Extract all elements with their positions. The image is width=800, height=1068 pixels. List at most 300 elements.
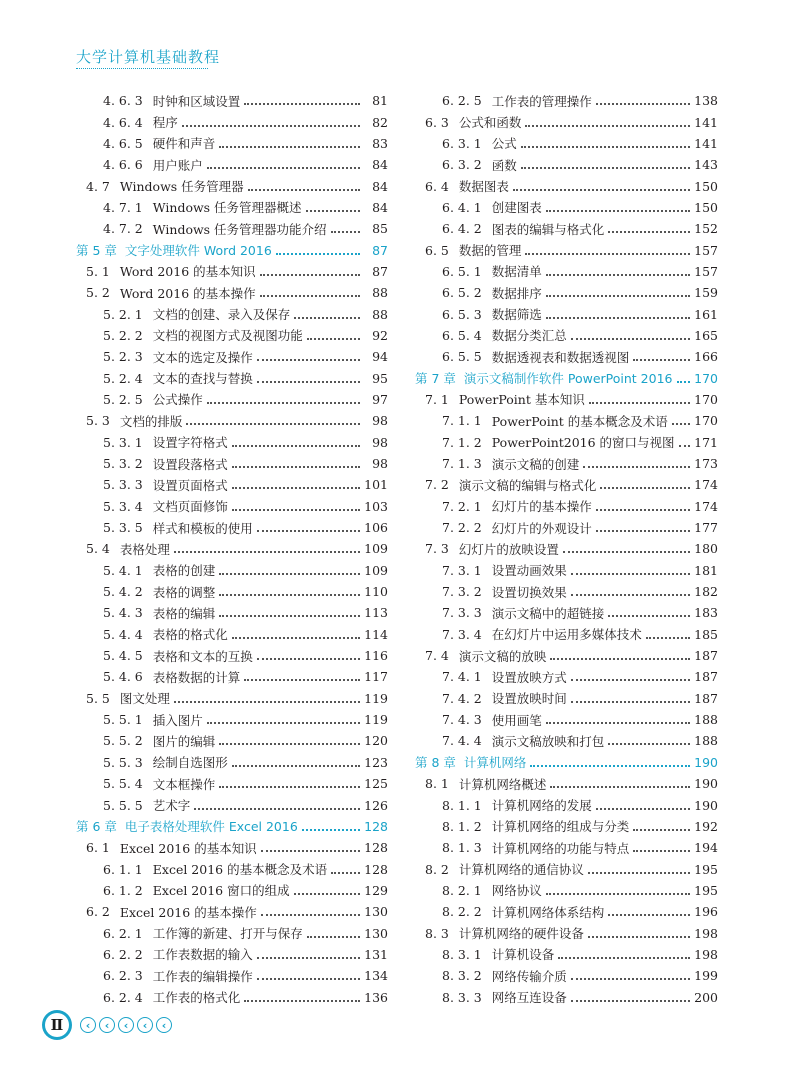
toc-entry-page: 190 [694,754,718,770]
toc-entry-number: 5. 2 [86,285,110,301]
toc-entry[interactable] [76,730,388,751]
chevron-left-icon: ‹ [80,1017,96,1033]
toc-entry-page: 192 [694,818,718,834]
dot-leader [207,401,360,404]
toc-chapter-entry[interactable] [76,816,388,837]
toc-entry[interactable] [76,367,388,388]
toc-entry-number: 4. 6. 4 [103,114,143,130]
dot-leader [588,935,690,938]
toc-entry[interactable] [415,602,718,623]
toc-entry-title: 图片的编辑 [152,733,216,749]
toc-entry[interactable] [415,709,718,730]
toc-entry-page: 116 [364,648,388,664]
toc-entry-title: 公式 [491,136,517,152]
dot-leader [302,828,360,831]
toc-entry-title: 演示文稿制作软件 PowerPoint 2016 [463,371,673,387]
dot-leader [546,294,690,297]
toc-entry[interactable] [76,560,388,581]
toc-entry-number: 第 6 章 [76,819,117,835]
toc-entry-page: 110 [364,584,388,600]
toc-entry-number: 5. 2. 4 [103,370,143,386]
toc-entry[interactable] [415,175,718,196]
toc-entry[interactable] [76,837,388,858]
toc-entry-page: 187 [694,648,718,664]
toc-entry-page: 128 [364,840,388,856]
toc-entry-title: Excel 2016 的基本概念及术语 [152,862,328,878]
toc-entry[interactable] [76,303,388,324]
toc-entry[interactable] [415,474,718,495]
dot-leader [608,742,690,745]
toc-entry-number: 5. 1 [86,263,110,279]
dot-leader [608,913,690,916]
toc-entry-page: 98 [372,413,388,429]
toc-entry[interactable] [415,517,718,538]
toc-entry-number: 7. 1. 3 [442,456,482,472]
dot-leader [276,252,360,255]
toc-entry-number: 7. 2. 2 [442,520,482,536]
toc-entry-page: 195 [694,882,718,898]
dot-leader [589,401,690,404]
toc-entry-number: 6. 5. 5 [442,349,482,365]
toc-entry[interactable] [415,645,718,666]
dot-leader [521,145,690,148]
toc-entry[interactable] [415,880,718,901]
dot-leader [307,337,360,340]
toc-entry-title: Windows 任务管理器概述 [152,200,302,216]
toc-entry-title: 数据透视表和数据透视图 [491,349,630,365]
dot-leader [608,614,690,617]
toc-entry-page: 119 [364,690,388,706]
toc-entry[interactable] [415,453,718,474]
toc-entry-page: 85 [372,221,388,237]
toc-entry-title: 用户账户 [152,157,203,173]
toc-entry-page: 119 [364,712,388,728]
toc-entry[interactable] [76,538,388,559]
toc-entry-number: 5. 5. 1 [103,712,143,728]
toc-entry-page: 95 [372,370,388,386]
toc-entry-page: 181 [694,562,718,578]
toc-entry-page: 196 [694,904,718,920]
toc-entry[interactable] [76,410,388,431]
toc-entry[interactable] [76,752,388,773]
toc-entry-number: 6. 2. 3 [103,968,143,984]
dot-leader [600,486,690,489]
toc-entry-title: 计算机网络概述 [458,776,547,792]
toc-entry[interactable] [76,218,388,239]
toc-entry[interactable] [76,944,388,965]
toc-entry[interactable] [415,922,718,943]
toc-entry-title: 幻灯片的基本操作 [491,499,592,515]
toc-entry-number: 8. 1. 3 [442,840,482,856]
toc-entry-title: 表格的调整 [152,584,216,600]
dot-leader [608,230,690,233]
dot-leader [307,935,360,938]
toc-entry-title: 文本的选定及操作 [152,349,253,365]
toc-entry[interactable] [415,325,718,346]
dot-leader [174,550,360,553]
toc-entry[interactable] [415,624,718,645]
toc-entry[interactable] [415,837,718,858]
toc-entry[interactable] [415,986,718,1007]
toc-entry-title: 表格的格式化 [152,627,228,643]
toc-entry-number: 5. 3 [86,413,110,429]
toc-entry-number: 6. 3. 1 [442,135,482,151]
dot-leader [219,572,360,575]
toc-entry-page: 109 [364,541,388,557]
toc-entry-page: 185 [694,626,718,642]
toc-entry[interactable] [415,538,718,559]
toc-entry-title: 文本框操作 [152,776,216,792]
dot-leader [633,358,690,361]
toc-entry-number: 8. 3 [425,925,449,941]
toc-entry[interactable] [415,581,718,602]
toc-entry-title: 计算机网络的硬件设备 [458,926,584,942]
dot-leader [633,849,690,852]
toc-entry-page: 129 [364,882,388,898]
toc-entry[interactable] [76,624,388,645]
toc-entry-title: 工作表数据的输入 [152,947,253,963]
toc-entry[interactable] [76,496,388,517]
toc-entry-number: 6. 1 [86,840,110,856]
toc-entry[interactable] [76,645,388,666]
toc-entry[interactable] [76,453,388,474]
toc-entry-title: 文档的排版 [119,413,183,429]
toc-entry-number: 6. 3. 2 [442,157,482,173]
book-title: 大学计算机基础教程 [76,48,221,66]
toc-entry[interactable] [76,282,388,303]
toc-entry[interactable] [76,922,388,943]
toc-entry-number: 4. 7. 2 [103,221,143,237]
toc-entry-number: 6. 2. 2 [103,946,143,962]
toc-entry[interactable] [76,965,388,986]
toc-entry[interactable] [76,602,388,623]
toc-entry[interactable] [415,410,718,431]
toc-entry[interactable] [76,389,388,410]
toc-entry-title: 程序 [152,115,178,131]
dot-leader [571,999,690,1002]
toc-entry-number: 6. 5. 3 [442,306,482,322]
toc-chapter-entry[interactable] [76,239,388,260]
toc-entry-title: PowerPoint 基本知识 [458,392,585,408]
toc-entry-title: 网络传输介质 [491,968,567,984]
dot-leader [257,358,360,361]
toc-entry[interactable] [415,560,718,581]
dot-leader [207,721,360,724]
toc-entry-number: 8. 3. 3 [442,989,482,1005]
toc-entry-title: Windows 任务管理器功能介绍 [152,221,327,237]
dot-leader [207,166,360,169]
toc-entry[interactable] [415,944,718,965]
dot-leader [550,657,690,660]
toc-chapter-entry[interactable] [415,752,718,773]
toc-entry-number: 8. 3. 2 [442,968,482,984]
toc-entry-number: 5. 4. 3 [103,605,143,621]
toc-entry-page: 165 [694,327,718,343]
toc-entry-title: Excel 2016 窗口的组成 [152,883,290,899]
toc-right-column [415,90,718,1008]
toc-entry[interactable] [76,901,388,922]
toc-entry-number: 6. 4. 1 [442,199,482,215]
toc-entry-title: 幻灯片的放映设置 [458,541,559,557]
toc-entry[interactable] [76,688,388,709]
toc-entry-page: 130 [364,904,388,920]
toc-entry[interactable] [415,389,718,410]
dot-leader [571,678,690,681]
toc-entry-page: 174 [694,498,718,514]
dot-leader [546,721,690,724]
toc-entry[interactable] [76,581,388,602]
toc-entry-page: 170 [694,370,718,386]
toc-entry[interactable] [415,816,718,837]
toc-entry-page: 113 [364,605,388,621]
toc-entry[interactable] [415,773,718,794]
dot-leader [219,614,360,617]
toc-entry-number: 7. 2 [425,477,449,493]
toc-entry-title: Word 2016 的基本知识 [119,264,256,280]
toc-entry[interactable] [76,858,388,879]
toc-entry-page: 143 [694,157,718,173]
toc-entry[interactable] [415,666,718,687]
page-number-badge [42,1010,72,1040]
toc-entry[interactable] [415,688,718,709]
toc-entry-title: 图表的编辑与格式化 [491,221,605,237]
toc-entry[interactable] [415,239,718,260]
toc-entry-title: 计算机网络的组成与分类 [491,819,630,835]
toc-entry-title: 公式和函数 [458,115,522,131]
toc-entry-number: 7. 1 [425,391,449,407]
toc-entry-number: 5. 3. 4 [103,498,143,514]
dot-leader [261,913,360,916]
toc-entry[interactable] [415,154,718,175]
dot-leader [219,785,360,788]
toc-entry-number: 8. 1. 1 [442,797,482,813]
toc-entry[interactable] [76,880,388,901]
dot-leader [571,593,690,596]
toc-entry-page: 182 [694,584,718,600]
dot-leader [232,486,360,489]
toc-entry-title: 数据排序 [491,285,542,301]
toc-entry-page: 188 [694,712,718,728]
toc-entry-number: 4. 6. 6 [103,157,143,173]
toc-entry-page: 190 [694,797,718,813]
toc-entry-page: 150 [694,199,718,215]
toc-entry-title: 幻灯片的外观设计 [491,520,592,536]
dot-leader [244,678,360,681]
dot-leader [596,807,690,810]
toc-entry-title: 设置页面格式 [152,477,228,493]
toc-entry-number: 6. 2. 4 [103,989,143,1005]
dot-leader [331,871,360,874]
toc-entry-title: 设置放映方式 [491,669,567,685]
toc-entry-title: 图文处理 [119,691,170,707]
dot-leader [596,529,690,532]
toc-entry[interactable] [415,858,718,879]
toc-entry[interactable] [415,282,718,303]
toc-entry-page: 141 [694,114,718,130]
toc-entry-page: 87 [372,242,388,258]
toc-entry-page: 88 [372,285,388,301]
dot-leader [513,188,690,191]
toc-entry-title: 公式操作 [152,392,203,408]
toc-entry[interactable] [415,111,718,132]
toc-entry[interactable] [415,90,718,111]
toc-entry-number: 7. 3. 1 [442,562,482,578]
toc-entry-title: 计算机网络体系结构 [491,904,605,920]
toc-entry[interactable] [76,986,388,1007]
toc-entry-page: 130 [364,925,388,941]
dot-leader [219,145,360,148]
toc-entry-page: 180 [694,541,718,557]
dot-leader [596,508,690,511]
toc-entry-title: 网络协议 [491,883,542,899]
toc-entry-page: 94 [372,349,388,365]
toc-entry-number: 6. 4. 2 [442,221,482,237]
toc-entry-title: 计算机网络的发展 [491,798,592,814]
toc-entry[interactable] [415,794,718,815]
toc-entry-page: 84 [372,178,388,194]
dot-leader [550,785,690,788]
toc-entry-title: 设置切换效果 [491,584,567,600]
toc-entry-page: 190 [694,776,718,792]
toc-entry-page: 98 [372,434,388,450]
toc-entry-number: 5. 5. 5 [103,797,143,813]
toc-entry-number: 5. 5. 4 [103,776,143,792]
chevron-left-icon: ‹ [118,1017,134,1033]
dot-leader [530,764,690,767]
dot-leader [232,636,360,639]
toc-entry-page: 161 [694,306,718,322]
dot-leader [232,465,360,468]
dot-leader [186,422,360,425]
dot-leader [525,124,690,127]
toc-entry-page: 101 [364,477,388,493]
dot-leader [244,102,360,105]
toc-entry-page: 200 [694,989,718,1005]
toc-entry-number: 8. 2 [425,861,449,877]
toc-entry-title: 演示文稿的编辑与格式化 [458,477,597,493]
toc-entry-title: PowerPoint2016 的窗口与视图 [491,435,675,451]
toc-entry[interactable] [76,197,388,218]
dot-leader [571,337,690,340]
toc-entry[interactable] [76,517,388,538]
toc-entry-page: 131 [364,946,388,962]
toc-entry-page: 109 [364,562,388,578]
dot-leader [679,444,690,447]
toc-entry-page: 198 [694,946,718,962]
dot-leader [571,977,690,980]
toc-entry[interactable] [415,965,718,986]
toc-entry-number: 5. 5 [86,690,110,706]
dot-leader [596,102,690,105]
toc-entry-title: 在幻灯片中运用多媒体技术 [491,627,642,643]
toc-entry-title: 时钟和区域设置 [152,93,241,109]
toc-entry[interactable] [76,709,388,730]
toc-entry[interactable] [76,111,388,132]
page-number: Ⅱ [45,1013,69,1037]
toc-entry-title: 表格和文本的互换 [152,648,253,664]
toc-entry[interactable] [415,496,718,517]
toc-entry[interactable] [76,346,388,367]
toc-entry[interactable] [415,346,718,367]
toc-entry[interactable] [76,261,388,282]
dot-leader [244,999,360,1002]
toc-entry-title: 数据清单 [491,264,542,280]
toc-entry-title: 表格数据的计算 [152,669,241,685]
toc-entry-title: 计算机网络 [463,755,527,771]
toc-entry-number: 7. 1. 2 [442,434,482,450]
toc-entry[interactable] [415,303,718,324]
dot-leader [294,892,360,895]
toc-chapter-entry[interactable] [415,367,718,388]
toc-entry[interactable] [76,794,388,815]
toc-entry-title: 插入图片 [152,712,203,728]
toc-entry[interactable] [415,197,718,218]
toc-entry-number: 8. 2. 2 [442,904,482,920]
toc-entry-number: 5. 3. 1 [103,434,143,450]
chevron-left-icon: ‹ [156,1017,172,1033]
toc-entry[interactable] [76,773,388,794]
toc-entry[interactable] [415,133,718,154]
toc-entry-title: 表格的创建 [152,563,216,579]
toc-entry[interactable] [76,474,388,495]
toc-entry[interactable] [76,666,388,687]
toc-entry-number: 6. 2. 1 [103,925,143,941]
dot-leader [558,956,690,959]
toc-entry-number: 5. 4. 4 [103,626,143,642]
toc-entry-number: 6. 5. 4 [442,327,482,343]
toc-entry-title: 电子表格处理软件 Excel 2016 [124,819,298,835]
toc-entry-title: 文本的查找与替换 [152,371,253,387]
toc-entry-number: 6. 4 [425,178,449,194]
dot-leader [219,742,360,745]
toc-entry-title: 设置放映时间 [491,691,567,707]
toc-entry[interactable] [76,154,388,175]
toc-entry[interactable] [415,261,718,282]
toc-entry-title: 计算机网络的通信协议 [458,862,584,878]
toc-entry-title: 文档页面修饰 [152,499,228,515]
toc-entry[interactable] [76,133,388,154]
toc-entry-number: 5. 4. 6 [103,669,143,685]
toc-entry[interactable] [415,901,718,922]
toc-entry-title: 函数 [491,157,517,173]
toc-entry-title: 计算机设备 [491,947,555,963]
toc-entry[interactable] [415,218,718,239]
toc-entry-title: 工作表的管理操作 [491,93,592,109]
dot-leader [194,807,360,810]
toc-entry-page: 128 [364,818,388,834]
toc-entry-number: 5. 4. 2 [103,584,143,600]
toc-entry-page: 198 [694,925,718,941]
toc-entry[interactable] [76,90,388,111]
toc-entry-number: 第 5 章 [76,243,117,259]
toc-entry-number: 8. 2. 1 [442,882,482,898]
toc-entry-title: 创建图表 [491,200,542,216]
toc-entry[interactable] [76,175,388,196]
toc-entry-title: 数据分类汇总 [491,328,567,344]
toc-entry[interactable] [415,432,718,453]
toc-entry[interactable] [76,432,388,453]
toc-entry-number: 6. 5 [425,242,449,258]
toc-entry-number: 7. 4. 3 [442,712,482,728]
toc-entry-number: 7. 4. 4 [442,733,482,749]
toc-entry-page: 128 [364,861,388,877]
toc-entry[interactable] [76,325,388,346]
toc-entry-page: 136 [364,989,388,1005]
dot-leader [546,209,690,212]
toc-entry-number: 6. 1. 1 [103,861,143,877]
toc-entry[interactable] [415,730,718,751]
dot-leader [546,892,690,895]
